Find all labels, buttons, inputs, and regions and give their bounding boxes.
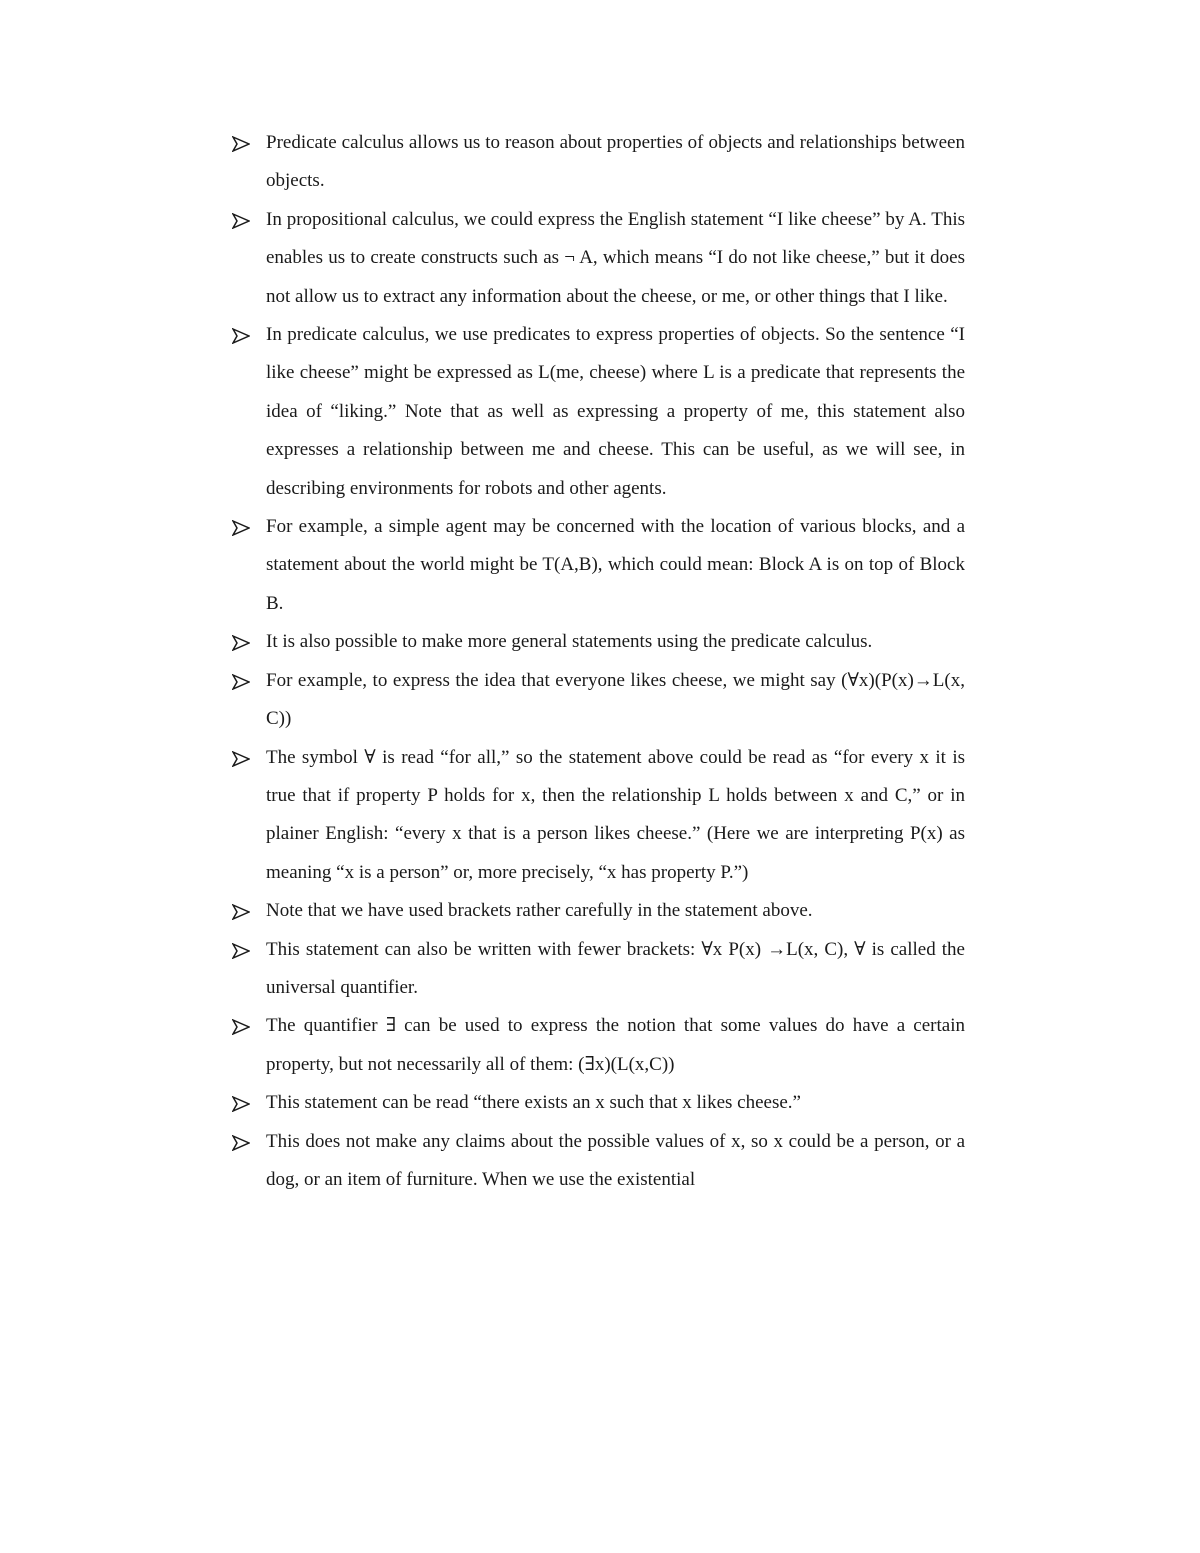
bullet-text: Predicate calculus allows us to reason about properties of objects and relationships between objects. — [266, 132, 965, 192]
arrowhead-bullet-icon — [232, 328, 250, 344]
arrowhead-bullet-icon — [232, 904, 250, 920]
bullet-text: For example, to express the idea that everyone likes cheese, we might say (∀x)(P(x)→L(x, C)) — [266, 669, 965, 730]
bullet-text: The symbol ∀ is read “for all,” so the statement above could be read as “for every x it is true that if property P holds for x, then the relationship L holds between x and C,” or in plainer English: “every x that is a person likes cheese.” (Here we are interpreting P(x) as meaning “x is a person” or, more precisely, “x has property P.”) — [266, 746, 965, 883]
arrowhead-bullet-icon — [232, 1096, 250, 1112]
list-item — [232, 662, 965, 739]
bullet-text: In propositional calculus, we could express the English statement “I like cheese” by A. This enables us to create constructs such as ¬ A, which means “I do not like cheese,” but it does not allow us to extract any information about the cheese, or me, or other things that I like. — [266, 208, 965, 307]
bullet-text: Note that we have used brackets rather carefully in the statement above. — [266, 900, 813, 922]
arrowhead-bullet-icon — [232, 943, 250, 959]
list-item — [232, 892, 965, 930]
list-item — [232, 508, 965, 623]
list-item — [232, 623, 965, 661]
arrowhead-bullet-icon — [232, 1019, 250, 1035]
list-item — [232, 739, 965, 893]
arrowhead-bullet-icon — [232, 674, 250, 690]
arrowhead-bullet-icon — [232, 520, 250, 536]
list-item — [232, 1084, 965, 1122]
list-item — [232, 1007, 965, 1084]
list-item — [232, 931, 965, 1008]
arrowhead-bullet-icon — [232, 751, 250, 767]
list-item — [232, 316, 965, 508]
bullet-list — [232, 124, 965, 1199]
bullet-text: In predicate calculus, we use predicates to express properties of objects. So the sentence “I like cheese” might be expressed as L(me, cheese) where L is a predicate that represents the idea of “liking.” Note that as well as expressing a property of me, this statement also expresses a relationship between me and cheese. This can be useful, as we will see, in describing environments for robots and other agents. — [266, 324, 965, 499]
bullet-text: For example, a simple agent may be concerned with the location of various blocks, and a statement about the world might be T(A,B), which could mean: Block A is on top of Block B. — [266, 516, 965, 614]
list-item — [232, 124, 965, 201]
bullet-text: The quantifier ∃ can be used to express the notion that some values do have a certain property, but not necessarily all of them: (∃x)(L(x,C)) — [266, 1015, 965, 1075]
arrowhead-bullet-icon — [232, 635, 250, 651]
arrowhead-bullet-icon — [232, 136, 250, 152]
list-item — [232, 1123, 965, 1200]
arrowhead-bullet-icon — [232, 1135, 250, 1151]
bullet-text: This statement can be read “there exists an x such that x likes cheese.” — [266, 1092, 801, 1114]
bullet-text: It is also possible to make more general statements using the predicate calculus. — [266, 631, 873, 653]
bullet-text: This does not make any claims about the possible values of x, so x could be a person, or a dog, or an item of furniture. When we use the existential — [266, 1130, 965, 1190]
arrowhead-bullet-icon — [232, 213, 250, 229]
list-item — [232, 201, 965, 316]
bullet-text: This statement can also be written with fewer brackets: ∀x P(x) →L(x, C), ∀ is called the universal quantifier. — [266, 938, 965, 998]
